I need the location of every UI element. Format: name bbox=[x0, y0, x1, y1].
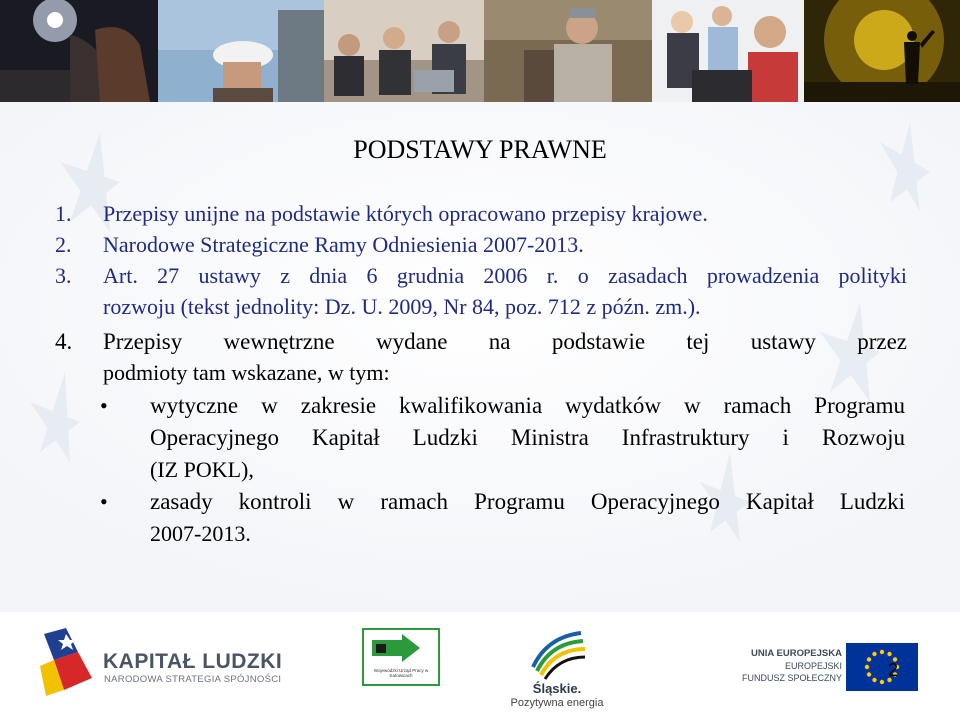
photo-office-team bbox=[324, 0, 484, 102]
list-text-line2: rozwoju (tekst jednolity: Dz. U. 2009, Nr 84, poz. 712 z późn. zm.). bbox=[103, 294, 701, 319]
list-text-line2: podmioty tam wskazane, w tym: bbox=[103, 360, 390, 385]
list-text-line1: Przepisy wewnętrzne wydane na podstawie tej ustawy przez bbox=[103, 329, 907, 354]
photo-welder bbox=[0, 0, 158, 102]
bullet-text-line1: wytyczne w zakresie kwalifikowania wydatków w ramach Programu bbox=[150, 393, 905, 418]
bullet-text-line2: 2007-2013. bbox=[150, 521, 251, 546]
kapital-ludzki-logo-icon bbox=[36, 626, 98, 698]
list-number: 1. bbox=[55, 201, 72, 226]
page-number: 2 bbox=[888, 660, 899, 680]
slaskie-logo-icon bbox=[527, 627, 587, 681]
slaskie-slogan: Pozytywna energia bbox=[510, 697, 604, 709]
efs-label-1: EUROPEJSKI bbox=[784, 661, 842, 671]
photo-older-worker bbox=[484, 0, 652, 102]
list-number: 2. bbox=[55, 232, 72, 257]
ue-label: UNIA EUROPEJSKA bbox=[751, 648, 842, 659]
slide-title: PODSTAWY PRAWNE bbox=[353, 135, 607, 164]
eu-flag-icon bbox=[846, 643, 918, 691]
slaskie-name: Śląskie. bbox=[532, 681, 582, 696]
list-item-4 bbox=[55, 326, 907, 388]
photo-banner bbox=[0, 0, 960, 102]
photo-professionals bbox=[652, 0, 804, 102]
list-text-line1: Art. 27 ustawy z dnia 6 grudnia 2006 r. o zasadach prowadzenia polityki bbox=[103, 263, 907, 288]
kapital-ludzki-title: KAPITAŁ LUDZKI bbox=[103, 650, 283, 673]
bullet-text-line3: (IZ POKL), bbox=[150, 457, 254, 482]
efs-label-2: FUNDUSZ SPOŁECZNY bbox=[741, 673, 842, 683]
bullet-text-line1: zasady kontroli w ramach Programu Operacyjnego Kapitał Ludzki bbox=[150, 489, 905, 514]
bullet-text-line2: Operacyjnego Kapitał Ludzki Ministra Infrastruktury i Rozwoju bbox=[150, 425, 905, 450]
list-number: 3. bbox=[55, 263, 72, 288]
bullet-dot: • bbox=[100, 489, 108, 514]
kapital-ludzki-subtitle: NARODOWA STRATEGIA SPÓJNOŚCI bbox=[104, 674, 282, 685]
photo-sunset-silhouette bbox=[804, 0, 960, 102]
photo-worker-helmet bbox=[158, 0, 324, 102]
list-item-3 bbox=[55, 260, 907, 322]
list-number: 4. bbox=[55, 329, 73, 354]
list-text: Przepisy unijne na podstawie których opracowano przepisy krajowe. bbox=[103, 201, 708, 226]
wup-caption: Wojewódzki Urząd Pracy w Katowicach bbox=[373, 668, 429, 678]
list-text: Narodowe Strategiczne Ramy Odniesienia 2007-2013. bbox=[103, 232, 584, 257]
bullet-dot: • bbox=[100, 393, 108, 418]
